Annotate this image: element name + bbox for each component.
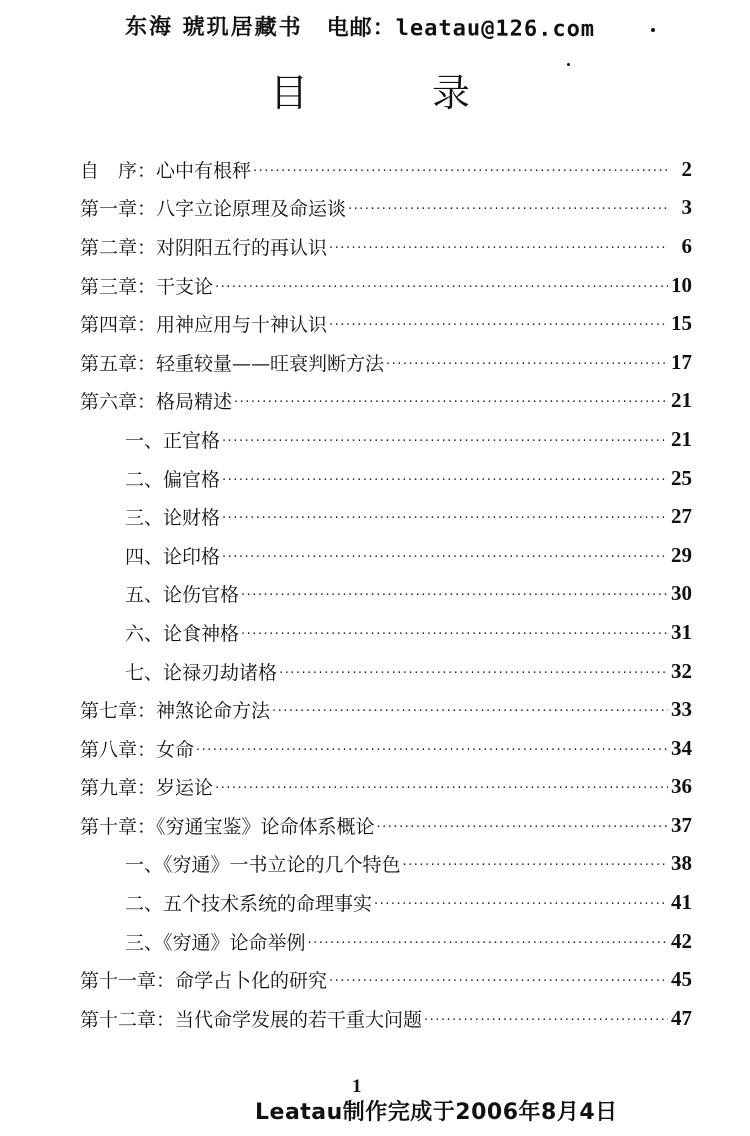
table-of-contents bbox=[80, 150, 692, 1038]
toc-entry-page: 21 bbox=[671, 388, 692, 413]
toc-entry-title: 七、论禄刃劫诸格 bbox=[125, 661, 278, 684]
toc-entry[interactable] bbox=[80, 536, 692, 575]
toc-entry-title: 自 序：心中有根秤 bbox=[80, 159, 252, 182]
toc-dot-leader bbox=[424, 1013, 668, 1028]
toc-entry-title: 第七章：神煞论命方法 bbox=[80, 700, 271, 723]
toc-entry[interactable] bbox=[80, 227, 692, 266]
toc-entry[interactable] bbox=[80, 690, 692, 729]
toc-entry[interactable] bbox=[80, 652, 692, 691]
toc-entry[interactable] bbox=[80, 729, 692, 768]
toc-entry-title: 二、偏官格 bbox=[125, 468, 221, 491]
toc-entry-title: 第二章：对阴阳五行的再认识 bbox=[80, 236, 328, 259]
page-title-char-1: 目 bbox=[270, 71, 309, 115]
toc-dot-leader bbox=[222, 550, 668, 565]
footer-watermark: Leatau制作完成于2006年8月4日 bbox=[255, 1100, 618, 1125]
toc-entry[interactable] bbox=[80, 806, 692, 845]
toc-entry[interactable] bbox=[80, 960, 692, 999]
toc-entry-title: 六、论食神格 bbox=[125, 622, 240, 645]
toc-entry[interactable] bbox=[80, 189, 692, 228]
toc-entry-page: 42 bbox=[671, 928, 692, 953]
scan-speck bbox=[567, 63, 570, 66]
toc-dot-leader bbox=[215, 781, 668, 796]
toc-dot-leader bbox=[241, 627, 668, 642]
toc-entry-title: 第六章：格局精述 bbox=[80, 391, 233, 414]
toc-entry[interactable] bbox=[80, 459, 692, 498]
toc-entry[interactable] bbox=[80, 575, 692, 614]
toc-entry[interactable] bbox=[80, 343, 692, 382]
toc-entry-page: 41 bbox=[671, 890, 692, 915]
toc-entry[interactable] bbox=[80, 845, 692, 884]
toc-entry[interactable] bbox=[80, 420, 692, 459]
toc-entry-title: 第十二章：当代命学发展的若干重大问题 bbox=[80, 1008, 423, 1031]
toc-entry-page: 38 bbox=[671, 851, 692, 876]
toc-entry-page: 3 bbox=[681, 195, 692, 220]
toc-entry-page: 31 bbox=[671, 619, 692, 644]
header-watermark bbox=[125, 7, 645, 46]
toc-dot-leader bbox=[308, 936, 668, 951]
toc-entry[interactable] bbox=[80, 768, 692, 807]
toc-entry-page: 36 bbox=[671, 774, 692, 799]
toc-entry-page: 10 bbox=[671, 272, 692, 297]
toc-entry[interactable] bbox=[80, 266, 692, 305]
toc-entry[interactable] bbox=[80, 883, 692, 922]
page-number: 1 bbox=[352, 1076, 362, 1097]
toc-dot-leader bbox=[279, 666, 668, 681]
toc-entry-title: 第四章：用神应用与十神认识 bbox=[80, 314, 328, 337]
toc-entry-page: 29 bbox=[671, 542, 692, 567]
toc-entry[interactable] bbox=[80, 497, 692, 536]
toc-entry[interactable] bbox=[80, 382, 692, 421]
toc-dot-leader bbox=[348, 202, 668, 217]
watermark-email: 电邮：leatau@126.com bbox=[326, 15, 596, 42]
toc-dot-leader bbox=[374, 897, 668, 912]
toc-entry-page: 45 bbox=[671, 967, 692, 992]
toc-dot-leader bbox=[215, 280, 668, 295]
watermark-collection-name: 东海 琥玑居藏书 bbox=[124, 14, 303, 41]
toc-entry-page: 25 bbox=[671, 465, 692, 490]
scan-speck bbox=[651, 28, 655, 32]
toc-dot-leader bbox=[377, 820, 668, 835]
toc-entry-page: 33 bbox=[671, 697, 692, 722]
toc-dot-leader bbox=[234, 395, 668, 410]
toc-entry-page: 15 bbox=[671, 311, 692, 336]
page-title bbox=[270, 62, 470, 117]
toc-entry-page: 47 bbox=[671, 1005, 692, 1030]
toc-dot-leader bbox=[253, 164, 668, 179]
toc-entry[interactable] bbox=[80, 999, 692, 1038]
page-title-char-2: 录 bbox=[431, 71, 470, 115]
toc-entry-title: 五、论伤官格 bbox=[125, 584, 240, 607]
toc-entry-title: 三、《穷通》论命举例 bbox=[125, 931, 306, 954]
toc-entry-title: 第三章：干支论 bbox=[80, 275, 214, 298]
toc-entry-title: 第十章：《穷通宝鉴》论命体系概论 bbox=[80, 815, 375, 838]
toc-entry-title: 第九章：岁运论 bbox=[80, 777, 214, 800]
toc-dot-leader bbox=[329, 974, 668, 989]
toc-dot-leader bbox=[222, 511, 668, 526]
toc-entry-page: 2 bbox=[681, 156, 692, 181]
toc-dot-leader bbox=[241, 588, 668, 603]
toc-entry-page: 17 bbox=[671, 349, 692, 374]
toc-entry-page: 21 bbox=[671, 426, 692, 451]
toc-entry-title: 四、论印格 bbox=[125, 545, 221, 568]
toc-entry-page: 32 bbox=[671, 658, 692, 683]
toc-dot-leader bbox=[329, 318, 668, 333]
toc-dot-leader bbox=[272, 704, 668, 719]
toc-entry[interactable] bbox=[80, 304, 692, 343]
toc-entry-title: 一、正官格 bbox=[125, 429, 221, 452]
toc-dot-leader bbox=[386, 357, 668, 372]
toc-entry-page: 34 bbox=[671, 735, 692, 760]
toc-entry-title: 三、论财格 bbox=[125, 507, 221, 530]
toc-entry-title: 第五章：轻重较量——旺衰判断方法 bbox=[80, 352, 385, 375]
toc-dot-leader bbox=[196, 743, 668, 758]
toc-dot-leader bbox=[403, 858, 668, 873]
toc-entry-page: 6 bbox=[681, 233, 692, 258]
toc-entry-title: 第十一章：命学占卜化的研究 bbox=[80, 970, 328, 993]
toc-entry-title: 第一章：八字立论原理及命运谈 bbox=[80, 198, 347, 221]
toc-entry-title: 一、《穷通》一书立论的几个特色 bbox=[125, 854, 401, 877]
toc-entry[interactable] bbox=[80, 922, 692, 961]
toc-entry[interactable] bbox=[80, 613, 692, 652]
toc-dot-leader bbox=[222, 434, 668, 449]
toc-entry[interactable] bbox=[80, 150, 692, 189]
toc-entry-title: 二、五个技术系统的命理事实 bbox=[125, 893, 373, 916]
toc-dot-leader bbox=[222, 473, 668, 488]
toc-entry-page: 30 bbox=[671, 581, 692, 606]
toc-entry-page: 27 bbox=[671, 504, 692, 529]
toc-entry-title: 第八章：女命 bbox=[80, 738, 195, 761]
toc-dot-leader bbox=[329, 241, 668, 256]
toc-entry-page: 37 bbox=[671, 812, 692, 837]
